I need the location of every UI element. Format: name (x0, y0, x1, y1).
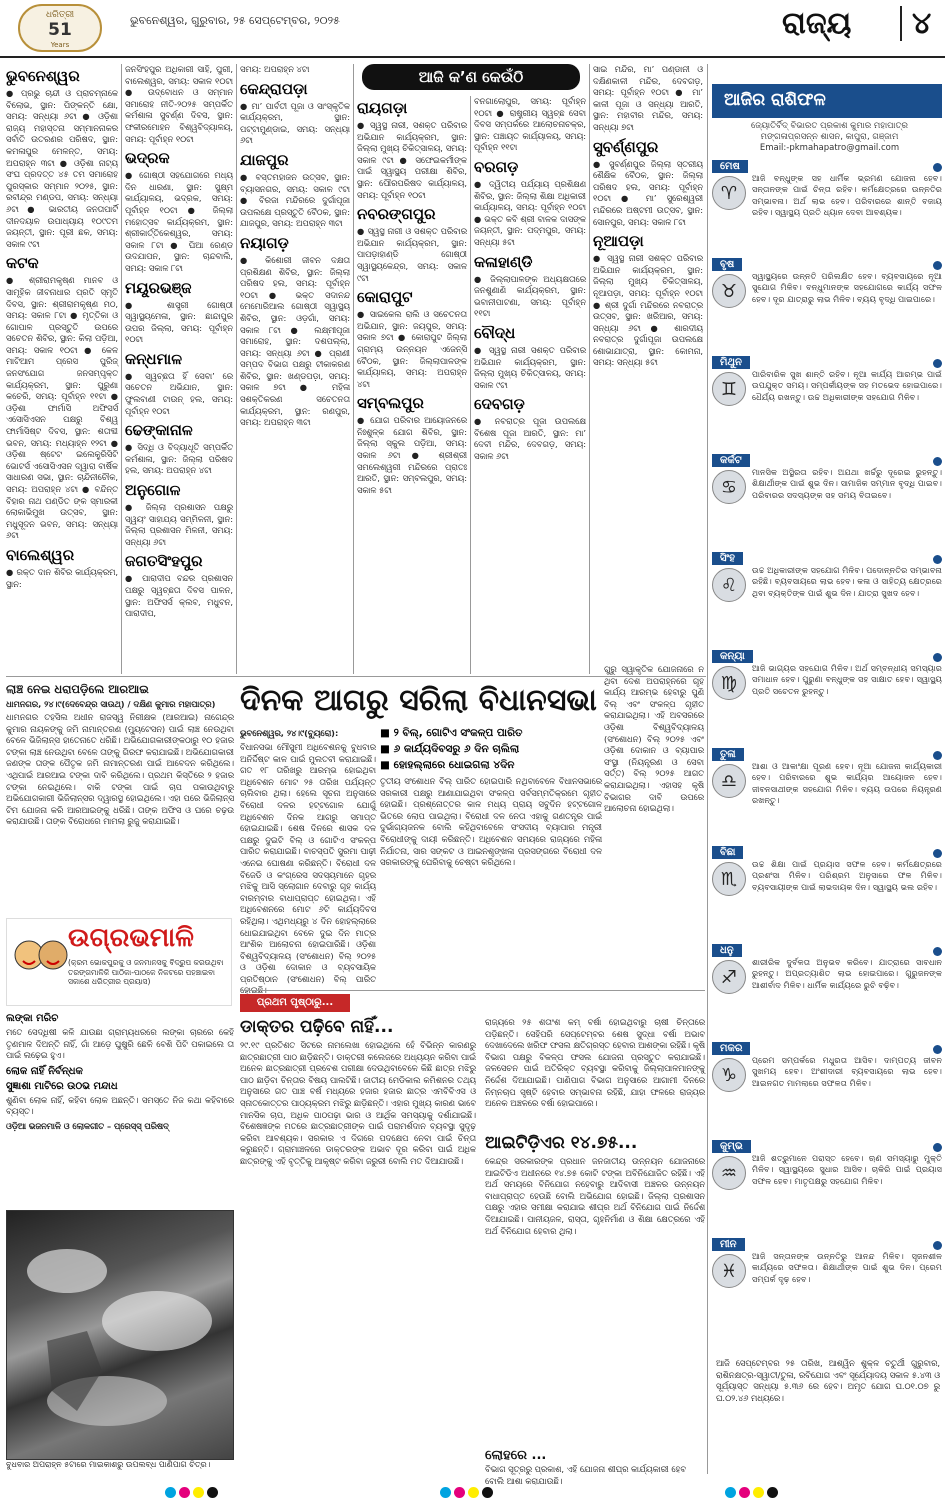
badge-brand: ଧରିତ୍ରୀ (45, 10, 75, 20)
horoscope-text: ମାନସିକ ଅସ୍ଥିରତା ରହିବ। ଅଯଥା ଖର୍ଚ୍ଚରୁ ଦୂରେଇ ରୁହନ୍ତୁ। ଶିକ୍ଷାର୍ଥୀଙ୍କ ପାଇଁ ଶୁଭ ଦିନ। ସାମାଜିକ ସମ୍ମାନ ବୃଦ୍ଧି ପାଇବ। ପରିବାରର ସଦସ୍ୟଙ୍କ ସହ ସମୟ ବିତାଇବେ। (752, 467, 942, 500)
cartoon-text (6, 1010, 234, 1208)
horoscope-entry (712, 1042, 942, 1136)
zodiac-sign-label: ମେଷ (712, 160, 748, 173)
zodiac-sign-label: ସିଂହ (712, 552, 743, 565)
zodiac-sign-label: ବୃଷ (712, 258, 742, 271)
zodiac-sign-label: ତୁଳା (712, 748, 744, 761)
cartoon-tagline: (କ୍ରମ ଭୋକପୁରକୁ ଓ ଜନମାନସକୁ ବିଦ୍ରୁପ କରଉଥିବା ତରଙ୍ଗମାଳିକି ପାଠିକା-ପାଠକେ ନିକଟରେ ପହଞ୍ଚାଇବା ସକାଶେ ଧରିତ୍ରୀର ପ୍ରୟାସ) (68, 958, 224, 986)
bullet-dot-icon (933, 555, 942, 564)
satellite-weather-image (6, 1210, 234, 1460)
cmyk-swatches (440, 1483, 496, 1502)
lead-body-col3 (604, 664, 704, 988)
lead-paragraph: ଗୁରୁ ସ୍ୱାକୃତିକ ଯୋଜନାରେ ନ ଥିବା ଦେଶ ଅପରାହ୍ନରେ ଗୃହ କାର୍ଯ୍ୟ ଆରମ୍ଭ ହେବାରୁ ପୁଣି ବିଲ୍ ଏବଂ ସଂକଳ୍ପ ଗୃହୀତ କରାଯାଇଥିଲା। ଏହି ଅବସରରେ ଓଡ଼ିଶା ବିଶ୍ୱବିଦ୍ୟାଳୟ (ସଂଶୋଧନ) ବିଲ୍ ୨୦୨୫ ଏବଂ ଓଡ଼ିଶା ଦୋକାନ ଓ ବ୍ୟାପାର ସଂସ୍ଥା (ନିୟନ୍ତ୍ରଣ ଓ ସେବା ସର୍ତ୍ତ) ବିଲ୍ ୨୦୨୫ ଆଗତ କରାଯାଇଥିଲା। ଏହାସହ କୃଷି ବିଭାଗର ଦାବି ଉପରେ ଆଲୋଚନା ହୋଇଥିଲା। (604, 664, 704, 814)
district-heading: କୋରାପୁଟ (357, 288, 413, 307)
event-list: ● ଶ୍ରୀରାମକୃଷ୍ଣ ମାନବ ଓ ସାମୂହିକ ଜୀବନାଧାର ପ୍ରତି ସ୍ମୃତି ଦିବସ, ସ୍ଥାନ: ଶ୍ରୀରାମକୃଷ୍ଣ ମଠ, ସମୟ: ସକାଳ ୮ଟା ● ମୃତ୍ତିକା ଓ ଗୋପାଳ ପ୍ରସ୍ତୁତି ଉପରେ ସଚେତନ ଶିବିର, ସ୍ଥାନ: କିଲା ପଡ଼ିଆ, ସମୟ: ସକାଳ ୧୦ଟା ● କେଳ ମାଟିଆମ ପ୍ରେସ ପୁରିଜ୍ ଜନସଂଯୋଗ ଜନସମ୍ପୃକ୍ତ କାର୍ଯ୍ୟକ୍ରମ, ସ୍ଥାନ: ପୁରୁଣା କଚେରି, ସମୟ: ପୂର୍ବାହ୍ନ ୧୧ଟା ● ଓଡ଼ିଶା ଫାର୍ମାସି ଅଫିସର୍ସ ଏସୋସିଏସନ ପକ୍ଷରୁ ବିଶ୍ୱ ଫାର୍ମାସିଷ୍ଟ ଦିବସ, ସ୍ଥାନ: ଶତାବ୍ଦୀ ଭବନ, ସମୟ: ମଧ୍ୟାହ୍ନ ୧୨ଟା ● ଓଡ଼ିଶା ଷ୍ଟେଟ ଇଲେକ୍ଟ୍ରିସିଟି ଭୋଟର୍ସ ଏସୋସିଏସନ ଦ୍ୱାରା ବାର୍ଷିକ ସାଧାରଣ ସଭା, ସ୍ଥାନ: ଚାନ୍ଦିନୀଚୌକ, ସମୟ: ଅପରାହ୍ନ ୪ଟା ● ବନ୍ଦିନ୍ତ ବିହାର ନାଥ ପଣ୍ଡିତ ଙ୍କ ସ୍ମାରକୀ ଲୋକାଭିମୁଖ ଉତ୍ସବ, ସ୍ଥାନ: ମଧୁସୂଦନ ଭବନ, ସମୟ: ସନ୍ଧ୍ୟା ୬ଟା (6, 275, 118, 541)
bullet-dot-icon (933, 359, 942, 368)
bullet-dot-icon (933, 457, 942, 466)
front-page-continuation-label: ପ୍ରଥମ ପୃଷ୍ଠାରୁ... (240, 994, 350, 1012)
zodiac-icon: ♌ (712, 568, 746, 602)
district-heading: ନବରଙ୍ଗପୁର (357, 205, 436, 224)
cmyk-swatches (725, 1483, 781, 1502)
events-column-1 (6, 64, 118, 676)
page-number: ୪ (900, 6, 931, 41)
horoscope-entry (712, 1140, 942, 1234)
event-list: ● ସ୍ୱସ୍ଥ ନାରୀ ସଶକ୍ତ ପରିବାର ଅଭିଯାନ କାର୍ଯ୍ୟକ୍ରମ, ସ୍ଥାନ: ଜିଲ୍ଲା ମୁଖ୍ୟ ଚିକିତ୍ସାଳୟ, ନୂଆପଡ଼ା, ସମୟ: ପୂର୍ବାହ୍ନ ୧୦ଟା ● ଶ୍ରୀ ଦୁର୍ଗା ମନ୍ଦିରରେ ନବରାତ୍ର ଉତ୍ସବ, ସ୍ଥାନ: ଖରିଆର, ସମୟ: ସନ୍ଧ୍ୟା ୬ଟା ● ଶାରଦୀୟ ନବରାତ୍ର ଦୁର୍ଗାପୂଜା ଉପଲକ୍ଷେ ଶୋଭାଯାତ୍ରା, ସ୍ଥାନ: କୋମନା, ସମୟ: ସନ୍ଧ୍ୟା ୫ଟା (593, 253, 703, 368)
horoscope-entry (712, 454, 942, 548)
anniversary-badge (18, 4, 102, 52)
district-heading: ଜଗତସିଂହପୁର (125, 552, 203, 571)
page-header (0, 0, 945, 58)
district-heading: କେନ୍ଦ୍ରାପଡ଼ା (240, 79, 308, 98)
horoscope-text: ଆଜି ଶତ୍ରୁମାନେ ପରାସ୍ତ ହେବେ। ଋଣ ସମସ୍ୟାରୁ ମୁକ୍ତି ମିଳିବ। ସ୍ୱାସ୍ଥ୍ୟରେ ସୁଧାର ଆସିବ। ଚାକିରି ପାଇଁ ପ୍ରୟାସ ସଫଳ ହେବ। ମାତୃପକ୍ଷରୁ ସହଯୋଗ ମିଳିବ। (752, 1153, 942, 1186)
event-list: ● ନବରାତ୍ର ପୂଜା ଉପଲକ୍ଷେ ବିଶେଷ ପୂଜା ଆରତି, ସ୍ଥାନ: ମା’ ଦେବୀ ମନ୍ଦିର, ଦେବଗଡ଼, ସମୟ: ସକାଳ ୬ଟା (474, 416, 586, 462)
district-heading: କଳାହାଣ୍ଡି (474, 252, 533, 271)
bullet-dot-icon (933, 653, 942, 662)
zodiac-sign-label: ମକର (712, 1042, 750, 1055)
event-list: ● କିଶୋରୀ ଜୀବନ ଦକ୍ଷତା ପ୍ରଶିକ୍ଷଣ ଶିବିର, ସ୍ଥାନ: ଜିଲ୍ଲା ପରିଷଦ ହଲ, ସମୟ: ପୂର୍ବାହ୍ନ ୧୦ଟା ● ଭକ୍ତ ସଦାନନ୍ଦ ମେମୋରିଆଲ ଗୋଷ୍ଠୀ ସ୍ୱାସ୍ଥ୍ୟ ଶିବିର, ସ୍ଥାନ: ଓଡ଼ଗାଁ, ସମୟ: ସକାଳ ୮ଟା ● ଲକ୍ଷ୍ମୀପୂଜା ସମାରୋହ, ସ୍ଥାନ: ଦଶପଲ୍ଲା, ସମୟ: ସନ୍ଧ୍ୟା ୬ଟା ● ପ୍ରାଣୀ ସମ୍ପଦ ବିଭାଗ ପକ୍ଷରୁ ଟୀକାକରଣ ଶିବିର, ସ୍ଥାନ: ଖଣ୍ଡପଡ଼ା, ସମୟ: ସକାଳ ୭ଟା ● ମହିଳା ସଶକ୍ତିକରଣ ସଚେତନତା କାର୍ଯ୍ୟକ୍ରମ, ସ୍ଥାନ: ରଣପୁର, ସମୟ: ଅପରାହ୍ନ ୩ଟା (240, 254, 350, 428)
event-list: ବନଗାଲୋପୁର, ସମୟ: ପୂର୍ବାହ୍ନ ୧୦ଟା ● ରାଷ୍ଟ୍ରୀୟ ସ୍ୱଚ୍ଛ ସେବା ଦିବସ ସମ୍ପର୍କରେ ଆଲୋଚନାଚକ୍ର, ସ୍ଥାନ: ପଞ୍ଚାୟତ କାର୍ଯ୍ୟାଳୟ, ସମୟ: ପୂର୍ବାହ୍ନ ୧୧ଟା (474, 96, 586, 153)
events-column-2 (125, 64, 233, 676)
event-list: ● ଜିଲ୍ଲାପାଳଙ୍କ ଅଧ୍ୟକ୍ଷତାରେ ଜନଶୁଣାଣି କାର୍ଯ୍ୟକ୍ରମ, ସ୍ଥାନ: ଭବାନୀପାଟଣା, ସମୟ: ପୂର୍ବାହ୍ନ ୧୧ଟା (474, 273, 586, 319)
district-heading: ନୟାଗଡ଼ (240, 233, 289, 252)
horoscope-entry (712, 1238, 942, 1332)
zodiac-icon: ♋ (712, 470, 746, 504)
event-list: ● ସ୍ୱସ୍ଥ ନାରୀ ଓ ସଶକ୍ତ ପରିବାର ଅଭିଯାନ କାର୍ଯ୍ୟକ୍ରମ, ସ୍ଥାନ: ପାପଡ଼ାହାଣ୍ଡି ଗୋଷ୍ଠୀ ସ୍ୱାସ୍ଥ୍ୟକେନ୍ଦ୍ର, ସମୟ: ସକାଳ ୯ଟା (357, 226, 467, 283)
continued-story-body (485, 1156, 705, 1444)
satellite-caption: ବୁଧବାର ଅପରାହ୍ନ ୫ଟାରେ ମାଇକାଶରୁ ଉପଲବ୍ଧ ପାଣିପାଗ ଚିତ୍ର। (6, 1460, 211, 1469)
horoscope-text: ସ୍ୱାସ୍ଥ୍ୟରେ ଉନ୍ନତି ପରିଲକ୍ଷିତ ହେବ। ବ୍ୟବସାୟରେ ନୂଆ ସୁଯୋଗ ମିଳିବ। ବନ୍ଧୁମାନଙ୍କ ସହଯୋଗରେ କାର୍ଯ୍ୟ ସଫଳ ହେବ। ଦୂର ଯାତ୍ରାରୁ ଲାଭ ମିଳିବ। ବ୍ୟୟ ବୃଦ୍ଧି ପାଇପାରେ। (752, 271, 942, 304)
cartoon-footer: ଓଡ଼ିଆ ଭଜନମାଳି ଓ ଲୋକଗୀତ – ପ୍ରେସ୍‌ସ୍ ପରିଷଦ୍ (6, 1120, 169, 1131)
horoscope-text: ଉଚ୍ଚ ଅଧିକାରୀଙ୍କ ସହଯୋଗ ମିଳିବ। ପଦୋନ୍ନତିର ସମ୍ଭାବନା ରହିଛି। ବ୍ୟବସାୟରେ ଲାଭ ହେବ। କଳା ଓ ସାହିତ୍ୟ କ୍ଷେତ୍ରରେ ଥିବା ବ୍ୟକ୍ତିଙ୍କ ପାଇଁ ଶୁଭ ଦିନ। ଯାତ୍ରା ସୁଖଦ ହେବ। (752, 565, 942, 598)
panji-box (716, 1358, 940, 1476)
event-list: ● ସାଇକେଲ ରାଲି ଓ ସଚେତନତା ଅଭିଯାନ, ସ୍ଥାନ: ଜୟପୁର, ସମୟ: ସକାଳ ୭ଟା ● କୋରାପୁଟ ଜିଲ୍ଲା ଗ୍ରାମ୍ୟ ଉନ୍ନୟନ ଏଜେନ୍ସି ବୈଠକ, ସ୍ଥାନ: ଜିଲ୍ଲାପାଳଙ୍କ କାର୍ଯ୍ୟାଳୟ, ସମୟ: ଅପରାହ୍ନ ୪ଟା (357, 309, 467, 389)
district-heading: ରାୟଗଡ଼ା (357, 99, 408, 117)
events-column-4 (357, 96, 467, 676)
event-list: ● ବସ୍ତମହାଜନ ଉତ୍ସବ, ସ୍ଥାନ: ବ୍ୟାସନଗର, ସମୟ: ସକାଳ ୯ଟା ● ବିରଜା ମନ୍ଦିରରେ ଦୁର୍ଗାପୂଜା ଉପଲକ୍ଷେ ପ୍ରସ୍ତୁତି ବୈଠକ, ସ୍ଥାନ: ଯାଜପୁର, ସମୟ: ଅପରାହ୍ନ ୩ଟା (240, 171, 350, 229)
district-heading: ଢେଙ୍କାନାଳ (125, 421, 193, 440)
event-list: ● ରକ୍ତ ଦାନ ଶିବିର କାର୍ଯ୍ୟକ୍ରମ, ସ୍ଥାନ: (6, 566, 118, 589)
bullet-dot-icon (933, 1045, 942, 1054)
lead-bullet: ■ ୬ କାର୍ଯ୍ୟଦିବସରୁ ୬ ଦିନ ଚାଲିଲା (380, 743, 520, 755)
panji-text: ଆଜି ସେପ୍ଟେମ୍ବର ୨୫ ତାରିଖ, ଆଶ୍ୱିନ ଶୁକ୍ଳ ଚତୁର୍ଥୀ ଗୁରୁବାର, ରାଶିନକ୍ଷତ୍ର-ସ୍ୱାତୀ/ତୁଳା, ରବିଯୋଗ ଏବଂ ସୂର୍ଯ୍ୟୋଦୟ ସକାଳ ୫.୪୩ ଓ ସୂର୍ଯ୍ୟାସ୍ତ ସନ୍ଧ୍ୟା ୫.୩୬ ରେ ହେବ। ଅମୃତ ଯୋଗ ଘ.୦୧.୦୭ ରୁ ଘ.୦୨.୪୬ ମଧ୍ୟରେ। (716, 1358, 940, 1403)
horoscope-text: ପ୍ରେମ ସମ୍ପର୍କରେ ମଧୁରତା ଆସିବ। ଦାମ୍ପତ୍ୟ ଜୀବନ ସୁଖମୟ ହେବ। ଅଂଶୀଦାରୀ ବ୍ୟବସାୟରେ ଲାଭ ହେବ। ଆଇନଗତ ମାମଲାରେ ସଫଳତା ମିଳିବ। (752, 1055, 942, 1088)
event-list: ● ସ୍ୱସ୍ଥ ନାରୀ, ସଶକ୍ତ ପରିବାର ଅଭିଯାନ କାର୍ଯ୍ୟକ୍ରମ, ସ୍ଥାନ: ଜିଲ୍ଲା ମୁଖ୍ୟ ଚିକିତ୍ସାଳୟ, ସମୟ: ସକାଳ ୯ଟା ● ସଫେଇକର୍ମୀଙ୍କ ପାଇଁ ସ୍ୱାସ୍ଥ୍ୟ ପରୀକ୍ଷା ଶିବିର, ସ୍ଥାନ: ପୌରପରିଷଦ କାର୍ଯ୍ୟାଳୟ, ସମୟ: ପୂର୍ବାହ୍ନ ୧୦ଟା (357, 120, 467, 200)
district-heading: ଭଦ୍ରକ (125, 149, 170, 168)
cmyk-swatches (165, 1483, 221, 1502)
zodiac-sign-label: କୁମ୍ଭ (712, 1140, 751, 1153)
print-color-bar (0, 1480, 945, 1498)
story-body (6, 712, 234, 910)
event-list: ● ସ୍ୱଚ୍ଛତା ହିଁ ସେବା’ ରେ ସଚେତନ ଅଭିଯାନ, ସ୍ଥାନ: ଫୁଲବାଣୀ ଟାଉନ୍ ହଲ, ସମୟ: ପୂର୍ବାହ୍ନ ୧୦ଟା (125, 370, 233, 416)
story-headline: ଲାଞ୍ଚ ନେଇ ଧରାପଡ଼ିଲେ ଆରଆଇ (6, 682, 149, 696)
horoscope-entry (712, 650, 942, 744)
zodiac-sign-label: ବିଛା (712, 846, 743, 859)
event-list: ● ପାରାଦୀପ ବନ୍ଦର ପ୍ରଶାସନ ପକ୍ଷରୁ ସ୍ୱଚ୍ଛତା ଦିବସ ପାଳନ, ସ୍ଥାନ: ଅଫିସର୍ସ କ୍ଲବ, ମଧୁବନ, ପାରାଦୀପ, (125, 573, 233, 619)
dateline: ଭୁବନେଶ୍ୱର, ଗୁରୁବାର, ୨୫ ସେପ୍ଟେମ୍ବର, ୨୦୨୫ (130, 14, 340, 27)
lead-paragraph: ବିଧାନସଭା ମୌସୁମୀ ଅଧିବେଶନକୁ ବୁଧବାର ଅନିର୍ଦ୍ଦିଷ୍ଟ କାଳ ପାଇଁ ମୁଲତବୀ କରାଯାଇଛି। ଗତ ୧୮ ତାରିଖରୁ ଆରମ୍ଭ ହୋଇଥିବା ଅଧିବେଶନ ମୋଟ ୨୫ ତାରିଖ ପର୍ଯ୍ୟନ୍ତ ଚାଲିବାର ଥିଲା। ହେଲେ ସୂଚନା ଅନୁସାରେ ବିରୋଧୀ ଦଳର ହଟ୍ଟଗୋଳ ଯୋଗୁଁ ଅଧିବେଶନ ଦିନକ ଆଗରୁ ସମାପ୍ତ ହୋଇଯାଇଛି। ଶେଷ ଦିନରେ ଶାସକ ଦଳ ପକ୍ଷରୁ ଦୁଇଟି ବିଲ୍ ଓ ଗୋଟିଏ ସଂକଳ୍ପ ପାରିତ କରାଯାଇଛି। ବାଚସ୍ପତି ସୁରମା ପାଢ଼ୀ ଏନେଇ ଘୋଷଣା କରିଛନ୍ତି। ବିରୋଧୀ ଦଳ ବିଜେଡି ଓ କଂଗ୍ରେସ ସଦସ୍ୟମାନେ ଗୃହର ମଝିକୁ ଆସି ସ୍ଲୋଗାନ ଦେବାରୁ ଗୃହ କାର୍ଯ୍ୟ ବାରମ୍ବାର ବାଧାପ୍ରାପ୍ତ ହୋଇଥିଲା। ଏହି ଅଧିବେଶନରେ ମୋଟ ୬ଟି କାର୍ଯ୍ୟଦିବସ ରହିଥିଲା। ଏଥିମଧ୍ୟରୁ ୪ ଦିନ ହୋହଲ୍ଲାରେ ଧୋଇଯାଇଥିବା ବେଳେ ଦୁଇ ଦିନ ମାତ୍ର ଆଂଶିକ ଆଲୋଚନା ହୋଇପାରିଛି। ଓଡ଼ିଶା ବିଶ୍ୱବିଦ୍ୟାଳୟ (ସଂଶୋଧନ) ବିଲ୍ ୨୦୨୫ ଓ ଓଡ଼ିଶା ଦୋକାନ ଓ ବ୍ୟବସାୟିକ ପ୍ରତିଷ୍ଠାନ (ସଂଶୋଧନ) ବିଲ୍ ପାରିତ (240, 742, 376, 984)
column-divider (707, 64, 708, 1474)
event-list: ● ସିଦ୍ଧି ଓ ବିଦ୍ୟାଧୂତି ସମ୍ପର୍କିତ କର୍ମଶାଳା, ସ୍ଥାନ: ଜିଲ୍ଲା ପରିଷଦ ହଲ, ସମୟ: ଅପରାହ୍ନ ୪ଟା (125, 442, 233, 476)
badge-caption: Years (50, 41, 70, 49)
district-heading: ଅନୁଗୋଳ (125, 481, 181, 500)
event-list: ● ସ୍ୱସ୍ଥ ନାରୀ ସଶକ୍ତ ପରିବାର ଅଭିଯାନ କାର୍ଯ୍ୟକ୍ରମ, ସ୍ଥାନ: ଜିଲ୍ଲା ମୁଖ୍ୟ ଚିକିତ୍ସାଳୟ, ସମୟ: ସକାଳ ୯ଟା (474, 344, 586, 390)
horoscope-text: ଆଜି ବନ୍ଧୁଙ୍କ ସହ ଧାର୍ମିକ ଭ୍ରମଣ ଯୋଜନା ହେବ। ସନ୍ତାନଙ୍କ ପାଇଁ ଚିନ୍ତା ରହିବ। କର୍ମକ୍ଷେତ୍ରରେ ଉନ୍ନତିର ସମ୍ଭାବନା। ଅର୍ଥ ଲାଭ ହେବ। ପରିବାରରେ ଶାନ୍ତି ବଜାୟ ରହିବ। ସ୍ୱାସ୍ଥ୍ୟ ପ୍ରତି ଧ୍ୟାନ ଦେବା ଆବଶ୍ୟକ। (752, 173, 942, 217)
zodiac-icon: ♒ (712, 1156, 746, 1190)
event-list: ● ଶାସ୍ତ୍ରୀ ଗୋଷ୍ଠୀ ସ୍ୱାସ୍ଥ୍ୟମେଳା, ସ୍ଥାନ: ଛାନ୍ଦାପୁର ଉପର ଜିଲ୍ଲା, ସମୟ: ପୂର୍ବାହ୍ନ ୧୦ଟା (125, 299, 233, 345)
story-paragraph: ୨୯.୧୯ ପ୍ରତିଶତ ସିଟରେ ନାମଲେଖା ହୋଇଥିଲେ ହେଁ ବିଭିନ୍ନ କାରଣରୁ ଛାତ୍ରଛାତ୍ରୀ ପାଠ ଛାଡ଼ିଛନ୍ତି। ଡାକ୍ତରୀ କଲେଜରେ ଅଧ୍ୟୟନ କରିବା ପାଇଁ ଅନେକ ଛାତ୍ରଛାତ୍ରୀ ପ୍ରବେଶ ପରୀକ୍ଷା ଦେଉଥିବାବେଳେ କିଛି ଛାତ୍ର ମଝିରୁ ପାଠ ଛାଡ଼ିବା ଚିନ୍ତାର ବିଷୟ ପାଲଟିଛି। ଜାତୀୟ ମେଡିକାଲ କମିଶନର ତଥ୍ୟ ଅନୁସାରେ ଗତ ପାଞ୍ଚ ବର୍ଷ ମଧ୍ୟରେ ହଜାର ହଜାର ଛାତ୍ର ଏମବିବିଏସ ଓ ସ୍ନାତକୋତ୍ତର ପାଠ୍ୟକ୍ରମ ମଝିରୁ ଛାଡ଼ିଛନ୍ତି। ଏହାର ମୁଖ୍ୟ କାରଣ ଭାବେ ମାନସିକ ଚାପ, ଅଧିକ ପାଠପଢ଼ା ଭାର ଓ ଆର୍ଥିକ ସମସ୍ୟାକୁ ଦର୍ଶାଯାଇଛି। ବିଶେଷଜ୍ଞଙ୍କ ମତରେ ଛାତ୍ରଛାତ୍ରୀଙ୍କ ପାଇଁ ପରାମର୍ଶଦାନ ବ୍ୟବସ୍ଥା ସୁଦୃଢ଼ କରିବା ଆବଶ୍ୟକ। ସରକାର ଏ ଦିଗରେ ପଦକ୍ଷେପ ନେବା ପାଇଁ ଚିନ୍ତା କରୁଛନ୍ତି। ଗ୍ରାମାଞ୍ଚଳରେ ଡାକ୍ତରଙ୍କ ଅଭାବ ଦୂର କରିବା ପାଇଁ ଅଧିକ ଛାତ୍ରଙ୍କୁ ଏହି ବୃତ୍ତିକୁ ଆକୃଷ୍ଟ କରିବା ଜରୁରୀ ବୋଲି ମତ ଦିଆଯାଉଛି। (240, 1040, 476, 1166)
bullet-dot-icon (933, 947, 942, 956)
lead-body-col2 (380, 776, 602, 988)
section-title-aaji: ଆଜି କ’ଣ କେଉଁଠି (362, 64, 580, 90)
district-heading: କନ୍ଧମାଳ (125, 349, 183, 368)
district-heading: ଦେବଗଡ଼ (474, 395, 525, 414)
lead-dateline: ଭୁବନେଶ୍ୱର, ୨୪।୯(ବ୍ୟୁରୋ): (240, 728, 339, 738)
continued-story-title: ଆଇଟିଡ଼ିଏର ୧୪.୭୫... (485, 1133, 638, 1153)
column-divider (121, 64, 122, 674)
page-name: ରାଜ୍ୟ (782, 6, 852, 41)
bullet-dot-icon (933, 1241, 942, 1250)
bullet-dot-icon (933, 1143, 942, 1152)
district-heading: ନୂଆପଡ଼ା (593, 232, 644, 251)
horoscope-text: ଆଶା ଓ ଆକାଂକ୍ଷା ପୂରଣ ହେବ। ନୂଆ ଯୋଜନା କାର୍ଯ୍ୟକାରୀ ହେବ। ପରିବାରରେ ଶୁଭ କାର୍ଯ୍ୟର ଆୟୋଜନ ହେବ। ଜୀବନସାଥୀଙ୍କ ସହଯୋଗ ମିଳିବ। ବ୍ୟୟ ଉପରେ ନିୟନ୍ତ୍ରଣ ରଖନ୍ତୁ। (752, 761, 942, 805)
cartoon-paragraph: ମତେ ସେଦ୍ଧିଷୀ କଳି ଯାଉଛା ଗ୍ରାମ୍ୟଧରରେ ଲଙ୍କା ଚାରରେ କେହି ତୃଣମାଳ ଦିଅନ୍ତି ନାହିଁ, ଗାଁ ଆଡ଼େ ଘୁଷୁରି ଛେଳି ବେଶି ପିଟି ପକାଇଲେ ତା ପାଇଁ ଲଢ଼େଇ ହୁଏ। (6, 1027, 234, 1061)
zodiac-icon: ♓ (712, 1254, 746, 1288)
cartoon-subheading: ଲଙ୍କା ମରିଚ (6, 1013, 59, 1024)
event-list: ସମୟ: ଅପରାହ୍ନ ୪ଟା (240, 64, 310, 74)
bullet-dot-icon (933, 751, 942, 760)
lead-paragraph: ତୃତୀୟ ସଂଶୋଧନ ବିଲ୍ ପାରିତ ହୋଇପାରି ନଥିବାବେଳେ ବିଧାନସଭାରେ ସରକାରୀ ପକ୍ଷରୁ ଆଣାଯାଇଥିବା ସଂକଳ୍ପ ସର୍ବସମ୍ମତିକ୍ରମେ ଗୃହୀତ ହୋଇଛି। ପ୍ରଶ୍ନୋତ୍ତର କାଳ ମଧ୍ୟ ପ୍ରାୟ ସବୁଦିନ ହଟ୍ଟଗୋଳ ଭିତରେ ଲୋପ ପାଇଥିଲା। ବିରୋଧୀ ଦଳ ନେତା ଏହାକୁ ଗଣତନ୍ତ୍ର ପାଇଁ ଦୁର୍ଭାଗ୍ୟଜନକ ବୋଲି କହିଥିବାବେଳେ ସଂସଦୀୟ ବ୍ୟାପାର ମନ୍ତ୍ରୀ ବିରୋଧୀଙ୍କୁ ଦାୟୀ କରିଛନ୍ତି। ଅଧିବେଶନ ସମୟରେ ରାଜ୍ୟରେ ମହିଳା ନିର୍ଯାତନା, ସାର ସଙ୍କଟ ଓ ଆଇନଶୃଙ୍ଖଳା ପ୍ରସଙ୍ଗରେ ବିରୋଧୀ ଦଳ ସରକାରଙ୍କୁ ଘେରିବାକୁ ଚେଷ୍ଟା କରିଥିଲେ। (380, 776, 602, 868)
zodiac-sign-label: ଧନୁ (712, 944, 742, 957)
column-divider (589, 64, 590, 674)
section-divider (6, 676, 706, 677)
district-heading: ବୌଦ୍ଧ (474, 323, 516, 342)
district-heading: ଭୁବନେଶ୍ୱର (6, 67, 80, 85)
zodiac-icon: ♈ (712, 176, 746, 210)
continued-story-body (485, 1017, 705, 1129)
lead-bullet: ■ ୨ ବିଲ୍, ଗୋଟିଏ ସଂକଳ୍ପ ପାରିତ (380, 727, 523, 739)
bullet-dot-icon (933, 261, 942, 270)
event-list: ● ଦ୍ୱିତୀୟ ପର୍ଯ୍ୟାୟ ପ୍ରଶିକ୍ଷଣ ଶିବିର, ସ୍ଥାନ: ଜିଲ୍ଲା ଶିକ୍ଷା ଅଧିକାରୀ କାର୍ଯ୍ୟାଳୟ, ସମୟ: ପୂର୍ବାହ୍ନ ୧୦ଟା ● ଭକ୍ତ କବି ଶ୍ରୀ ବାଳକ ଦାସଙ୍କ ଜୟନ୍ତୀ, ସ୍ଥାନ: ପଦ୍ମପୁର, ସମୟ: ସନ୍ଧ୍ୟା ୫ଟା (474, 178, 586, 247)
zodiac-icon: ♎ (712, 764, 746, 798)
district-heading: ଯାଜପୁର (240, 150, 289, 169)
cartoon-subheading: ସୁଜ୍ଞାଶା ମାଟିରେ ଉଠଭ ମନ୍ଦାଧ (6, 1080, 118, 1092)
zodiac-icon: ♏ (712, 862, 746, 896)
zodiac-sign-label: କର୍କଟ (712, 454, 750, 467)
horoscope-entry (712, 748, 942, 842)
horoscope-entry (712, 552, 942, 646)
zodiac-icon: ♊ (712, 372, 746, 406)
zodiac-sign-label: କନ୍ୟା (712, 650, 753, 663)
horoscope-text: ପାରିବାରିକ ସୁଖ ଶାନ୍ତି ରହିବ। ନୂଆ କାର୍ଯ୍ୟ ଆରମ୍ଭ ପାଇଁ ଉପଯୁକ୍ତ ସମୟ। ସମ୍ପର୍କୀୟଙ୍କ ସହ ମତଭେଦ ହୋଇପାରେ। ଧୈର୍ଯ୍ୟ ରଖନ୍ତୁ। ଉଚ୍ଚ ଅଧିକାରୀଙ୍କ ସହଯୋଗ ମିଳିବ। (752, 369, 942, 402)
horoscope-text: ଶାରୀରିକ ଦୁର୍ବଳତା ଅନୁଭବ କରିବେ। ଯାତ୍ରାରେ ସାବଧାନ ରୁହନ୍ତୁ। ଅପ୍ରତ୍ୟାଶିତ ଲାଭ ହୋଇପାରେ। ଗୁରୁଜନଙ୍କ ଆଶୀର୍ବାଦ ମିଳିବ। ଧାର୍ମିକ କାର୍ଯ୍ୟରେ ରୁଚି ବଢ଼ିବ। (752, 957, 942, 990)
zodiac-icon: ♍ (712, 666, 746, 700)
zodiac-icon: ♑ (712, 1058, 746, 1092)
horoscope-byline: ଜ୍ୟୋତିର୍ବିଦ୍ ବିଭାରତ ପ୍ରକାଶ କୁମାର ମହାପାତ୍ର ମଙ୍ଗଳାପ୍ରସନ୍ନ ଶାସନ, କାପୁରା, ଗଞ୍ଜାମ Email:-pkmahapatro@gmail.com (751, 121, 908, 153)
event-list: ● ସୁବର୍ଣ୍ଣପୁର ଜିଲ୍ଲା ସ୍ତରୀୟ ଶୈକ୍ଷିକ ବୈଠକ, ସ୍ଥାନ: ଜିଲ୍ଲା ପରିଷଦ ହଲ, ସମୟ: ପୂର୍ବାହ୍ନ ୧୦ଟା ● ମା’ ସୁରେଶ୍ୱରୀ ମନ୍ଦିରରେ ଅଷ୍ଟମୀ ଉତ୍ସବ, ସ୍ଥାନ: ସୋନପୁର, ସମୟ: ସକାଳ ୮ଟା (593, 158, 703, 227)
bullet-dot-icon (933, 849, 942, 858)
district-heading: ସୁବର୍ଣ୍ଣପୁର (593, 137, 659, 156)
continued-story-body: ବିଭାଗ ସୂତ୍ରରୁ ପ୍ରକାଶ, ଏହି ଯୋଜନା ଶୀଘ୍ର କାର୍ଯ୍ୟକାରୀ ହେବ ବୋଲି ଆଶା କରାଯାଉଛି। (485, 1464, 687, 1486)
column-divider (353, 64, 354, 674)
cartoon-faces-icon (11, 925, 71, 995)
badge-years: 51 (48, 20, 72, 40)
zodiac-sign-label: ମୀନ (712, 1238, 745, 1251)
event-list: ● ପ୍ରଭୁ ଚାନ୍ଦୀ ଓ ପ୍ରାଚମ୍ନାକେ ବିଲୋଭ, ସ୍ଥାନ: ପିଙ୍କନ୍ତି କ୍ଷୋ, ସମୟ: ସନ୍ଧ୍ୟା ୬ଟା ● ଓଡ଼ିଶା ରାଜ୍ୟ ମହାସ୍ତନା ସମ୍ମାନନାକର ସର୍ବାତି ଉତରଣର ପରିଷଦ, ସ୍ଥାନ: କମଳାପୁର ମେଳନ୍ତ, ସମୟ: ଅପରାହ୍ନ ୩ଟା ● ଓଡ଼ିଶା ନାଟ୍ୟ ସଂଘ ପ୍ରଦତ୍ତ ୪୫ ତମ ସମାରୋହ ପୁରସ୍କାର ସମ୍ମାନ ୨୦୨୫, ସ୍ଥାନ: ରବୀନ୍ଦ୍ର ମଣ୍ଡପ, ସମୟ: ସନ୍ଧ୍ୟା ୬ଟା ● ଭାରତୀୟ ଜନତାପାର୍ଟି ଦୀନଦୟାଳ ଉପାଧ୍ୟାୟ ୧୦୯ତମ ଜୟନ୍ତୀ, ସ୍ଥାନ: ପୂରୀ ଛକ, ସମୟ: ସକାଳ ୯ଟା (6, 88, 118, 249)
horoscope-entry (712, 160, 942, 254)
district-heading: ମୟୂରଭଞ୍ଜ (125, 278, 192, 297)
cartoon-title: ଉଗ୍ରଭମାଳି (68, 923, 194, 953)
horoscope-text: ଆଜି ସନ୍ତାନଙ୍କ ଉନ୍ନତିରୁ ଆନନ୍ଦ ମିଳିବ। ସୃଜନଶୀଳ କାର୍ଯ୍ୟରେ ସଫଳତା। ଶିକ୍ଷାର୍ଥୀଙ୍କ ପାଇଁ ଶୁଭ ଦିନ। ପ୍ରେମ ସମ୍ପର୍କ ଦୃଢ଼ ହେବ। (752, 1251, 942, 1284)
column-divider (236, 64, 237, 674)
cartoon-subheading: ଲୋକ ନାହିଁ ନିର୍ବନ୍ଧକ (6, 1065, 83, 1077)
horoscope-entry (712, 356, 942, 450)
horoscope-text: ଉଚ୍ଚ ଶିକ୍ଷା ପାଇଁ ପ୍ରୟାସ ସଫଳ ହେବ। କର୍ମକ୍ଷେତ୍ରରେ ପ୍ରଶଂସା ମିଳିବ। ପରିଶ୍ରମ ଅନୁସାରେ ଫଳ ମିଳିବ। ବ୍ୟବସାୟୀଙ୍କ ପାଇଁ ଲାଭଦାୟକ ଦିନ। ସ୍ୱାସ୍ଥ୍ୟ ଭଲ ରହିବ। (752, 859, 942, 892)
events-column-3 (240, 64, 350, 676)
bullet-dot-icon (933, 163, 942, 172)
district-heading: ବାଲେଶ୍ୱର (6, 545, 75, 564)
district-heading: ବରଗଡ଼ (474, 157, 519, 176)
column-divider (470, 96, 471, 674)
satellite-clouds-icon (7, 1211, 235, 1461)
cartoon-paragraph: ଶୁଣିବା ଲୋକ ନାହିଁ, କହିବା ଲୋକ ଅଛନ୍ତି। ସମସ୍ତେ ନିଜ କଥା କହିବାରେ ବ୍ୟସ୍ତ। (6, 1094, 234, 1117)
district-heading: ସମ୍ବଲପୁର (357, 394, 424, 413)
horoscope-entry (712, 944, 942, 1038)
zodiac-icon: ♉ (712, 274, 746, 308)
event-list: ● ଗୋଷ୍ଠୀ ସହଯୋଗରେ ମଧ୍ୟ ଦିନ ଧାରଣା, ସ୍ଥାନ: ସୁକ୍ଷ୍ମ କାର୍ଯ୍ୟାଳୟ, ଭଦ୍ରକ, ସମୟ: ପୂର୍ବାହ୍ନ ୧୦ଟା ● ଜିଲ୍ଲା ମହୋତ୍ସବ କାର୍ଯ୍ୟକ୍ରମ, ସ୍ଥାନ: ଶ୍ରୀକାର୍ତ୍ତିକେଶ୍ୱର, ସମୟ: ସକାଳ ୮ଟା ● ଘିଆ ରେଣ୍ଡ ଉଦଯାପନ, ସ୍ଥାନ: ଚାନ୍ଦବାଲି, ସମୟ: ସକାଳ ୮ଟା (125, 170, 233, 273)
story-paragraph: କେନ୍ଦ୍ର ସରକାରଙ୍କ ପ୍ରଧାନ ଜନଜାତୀୟ ଉନ୍ନୟନ ଯୋଜନାରେ ଆଇଟିଡିଏ ଅଧୀନରେ ୧୪.୭୫ କୋଟି ଟଙ୍କା ଅବିନିଯୋଜିତ ରହିଛି। ଏହି ଅର୍ଥ ସମୟରେ ବିନିଯୋଗ ନହେବାରୁ ଆଦିବାସୀ ଅଞ୍ଚଳର ଉନ୍ନୟନ ବାଧାପ୍ରାପ୍ତ ହେଉଛି ବୋଲି ଅଭିଯୋଗ ହୋଇଛି। ଜିଲ୍ଲା ପ୍ରଶାସନ ପକ୍ଷରୁ ଏହାର ସମୀକ୍ଷା କରାଯାଇ ଶୀଘ୍ର ଅର୍ଥ ବିନିଯୋଗ ପାଇଁ ନିର୍ଦ୍ଦେଶ ଦିଆଯାଇଛି। ପାନୀୟଜଳ, ରାସ୍ତା, ଗୃହନିର୍ମାଣ ଓ ଶିକ୍ଷା କ୍ଷେତ୍ରରେ ଏହି ଅର୍ଥ ବିନିଯୋଗ ହେବାର ଥିଲା। (485, 1156, 705, 1236)
continued-story-body (240, 1040, 476, 1476)
horoscope-title: ଆଜିର ରାଶିଫଳ (712, 84, 942, 118)
zodiac-sign-label: ମିଥୁନ (712, 356, 750, 369)
continued-story-title: ଡାକ୍ତର ପଢ଼ିବେ ନାହିଁ... (240, 1017, 394, 1037)
event-list: ସାଇ ମନ୍ଦିର, ମା’ ପଣ୍ଡାନୀ ଓ ଦକ୍ଷିଣକାଳୀ ମନ୍ଦିର, ଦେବଗଡ଼, ସମୟ: ପୂର୍ବାହ୍ନ ୧୦ଟା ● ମା’ କାଳୀ ପୂଜା ଓ ସନ୍ଧ୍ୟା ଆରତି, ସ୍ଥାନ: ମହାବୀର ମନ୍ଦିର, ସମୟ: ସନ୍ଧ୍ୟା ୭ଟା (593, 64, 703, 132)
story-paragraph: ଧାମନଗର ତହସିଲ ଅଧୀନ ରାଜସ୍ୱ ନିରୀକ୍ଷକ (ଆରଆଇ) ନାଗେନ୍ଦ୍ର କୁମାର ନାୟକଙ୍କୁ ଜମି ନାମାନ୍ତରଣ (ମ୍ୟୁଟେସନ) ପାଇଁ ଲାଞ୍ଚ ନେଉଥିବା ବେଳେ ଭିଜିଲାନ୍ସ ହାତେନାତେ ଧରିଛି। ଅଭିଯୋଗକାରୀଙ୍କଠାରୁ ୧୦ ହଜାର ଟଙ୍କା ଲାଞ୍ଚ ନେଉଥିବା ବେଳେ ତାଙ୍କୁ ଗିରଫ କରାଯାଇଛି। ଅଭିଯୋଗକାରୀ ଜଣଙ୍କ ତାଙ୍କ ପୈତୃକ ଜମି ନାମାନ୍ତରଣ ପାଇଁ ଆବେଦନ କରିଥିଲେ। ଏଥିପାଇଁ ଆରଆଇ ଟଙ୍କା ଦାବି କରିଥିଲେ। ପ୍ରଥମ କିସ୍ତିରେ ୨ ହଜାର ଟଙ୍କା ନେଇଥିଲେ। ବାକି ଟଙ୍କା ପାଇଁ ଚାପ ପକାଉଥିବାରୁ ଅଭିଯୋଗକାରୀ ଭିଜିଲାନ୍ସର ଦ୍ୱାରସ୍ଥ ହୋଇଥିଲେ। ଏହା ପରେ ଭିଜିଲାନ୍ସ ଟିମ ଯୋଜନା କରି ଆରଆଇଙ୍କୁ ଧରିଛି। ତାଙ୍କ ଅଫିସ ଓ ଘରେ ଚଢ଼ଉ କରାଯାଉଛି। ତାଙ୍କ ବିରୋଧରେ ମାମଲା ରୁଜୁ କରାଯାଇଛି। (6, 712, 234, 827)
events-column-6 (593, 64, 703, 676)
lead-body-col1 (240, 742, 376, 988)
continued-story-title: ଲୋହରେ ... (485, 1448, 547, 1463)
event-list: ● ମା’ ପାର୍ବତୀ ପୂଜା ଓ ସାଂସ୍କୃତିକ କାର୍ଯ୍ୟକ୍ରମ, ସ୍ଥାନ: ପଟ୍ଟାମୁଣ୍ଡାଇ, ସମୟ: ସନ୍ଧ୍ୟା ୬ଟା (240, 100, 350, 146)
event-list: ● ଜିଲ୍ଲା ପ୍ରଶାସନ ପକ୍ଷରୁ ସ୍ୱୟଂ ସାହାଯ୍ୟ ସମ୍ମିଳନୀ, ସ୍ଥାନ: ଜିଲ୍ଲା ପ୍ରଶାସନ ମିଳନୀ, ସମୟ: ସନ୍ଧ୍ୟା ୬ଟା (125, 502, 233, 547)
zodiac-icon: ♐ (712, 960, 746, 994)
horoscope-text: ଆଜି ଭାଗ୍ୟର ସହଯୋଗ ମିଳିବ। ଅର୍ଥ ସମ୍ବନ୍ଧୀୟ ସମସ୍ୟାର ସମାଧାନ ହେବ। ପୁରୁଣା ବନ୍ଧୁଙ୍କ ସହ ସାକ୍ଷାତ ହେବ। ସ୍ୱାସ୍ଥ୍ୟ ପ୍ରତି ସଚେତନ ରୁହନ୍ତୁ। (752, 663, 942, 696)
event-list: ● ଯୋଗ ପରିବାର ଆୟୋଜନରେ ନିଃଶୁଳ୍କ ଯୋଗ ଶିବିର, ସ୍ଥାନ: ଜିଲ୍ଲା ସ୍କୁଲ ପଡ଼ିଆ, ସମୟ: ସକାଳ ୬ଟା ● ଶ୍ରୀଶ୍ରୀ ସମଲେଶ୍ୱରୀ ମନ୍ଦିରରେ ପ୍ରାତଃ ଆରତି, ସ୍ଥାନ: ସମ୍ବଲପୁର, ସମୟ: ସକାଳ ୫ଟା (357, 415, 467, 495)
lead-headline: ଦିନକ ଆଗରୁ ସରିଲା ବିଧାନସଭା (240, 683, 597, 718)
horoscope-entry (712, 846, 942, 940)
story-dateline: ଧାମନଗର, ୨୪।୯(ଦେବେନ୍ଦ୍ର ସାଉଥ୍) / ଦକ୍ଷିଣ କୁମାର ମହାପାତ୍ର) (6, 699, 216, 709)
section-divider (240, 990, 705, 991)
lead-bullet: ■ ହୋହଲ୍ଲାରେ ଧୋଇଗଲା ୪ଦିନ (380, 759, 515, 771)
events-column-5 (474, 96, 586, 676)
horoscope-entry (712, 258, 942, 352)
story-paragraph: ରାଜ୍ୟରେ ୨୫ ଶତାଂଶ କମ୍ ବର୍ଷା ହୋଇଥିବାରୁ ଚାଷୀ ଚିନ୍ତାରେ ପଡ଼ିଛନ୍ତି। ସେହିପରି ସେପ୍ଟେମ୍ବର ଶେଷ ସୁଦ୍ଧା ବର୍ଷା ଅଭାବ ଦେଖାଦେଲେ ଖରିଫ ଫସଲ କ୍ଷତିଗ୍ରସ୍ତ ହେବାର ଆଶଙ୍କା ରହିଛି। କୃଷି ବିଭାଗ ପକ୍ଷରୁ ବିକଳ୍ପ ଫସଲ ଯୋଜନା ପ୍ରସ୍ତୁତ କରାଯାଇଛି। ଜଳସେଚନ ପାଇଁ ଅତିରିକ୍ତ ବ୍ୟବସ୍ଥା କରିବାକୁ ଜିଲ୍ଲାପାଳମାନଙ୍କୁ ନିର୍ଦ୍ଦେଶ ଦିଆଯାଇଛି। ପାଣିପାଗ ବିଭାଗ ଅନୁସାରେ ଆଗାମୀ ଦିନରେ ନିମ୍ନଚାପ ସୃଷ୍ଟି ହେବାର ସମ୍ଭାବନା ରହିଛି, ଯାହା ଫଳରେ ରାଜ୍ୟର ଅନେକ ଅଞ୍ଚଳରେ ବର୍ଷା ହୋଇପାରେ। (485, 1017, 705, 1109)
event-list: ଜନସିଂହପୁର ଅଧିକାରୀ ସାହି, ପୁରୀ, ବାଲେଶ୍ୱର, ସମୟ: ସକାଳ ୧୦ଟା ● ଉଦ୍‌ବୋଧନ ଓ ସମ୍ମାନ ସମାରୋହ ନୀତି-୨୦୨୫ ସମ୍ପର୍କିତ କର୍ମଶାଳା ସୁବର୍ଣ୍ଣ ଦିବସ, ସ୍ଥାନ: ଫକୀରମୋହନ ବିଶ୍ୱବିଦ୍ୟାଳୟ, ସମୟ: ପୂର୍ବାହ୍ନ ୧୦ଟା (125, 64, 233, 144)
district-heading: କଟକ (6, 254, 39, 273)
